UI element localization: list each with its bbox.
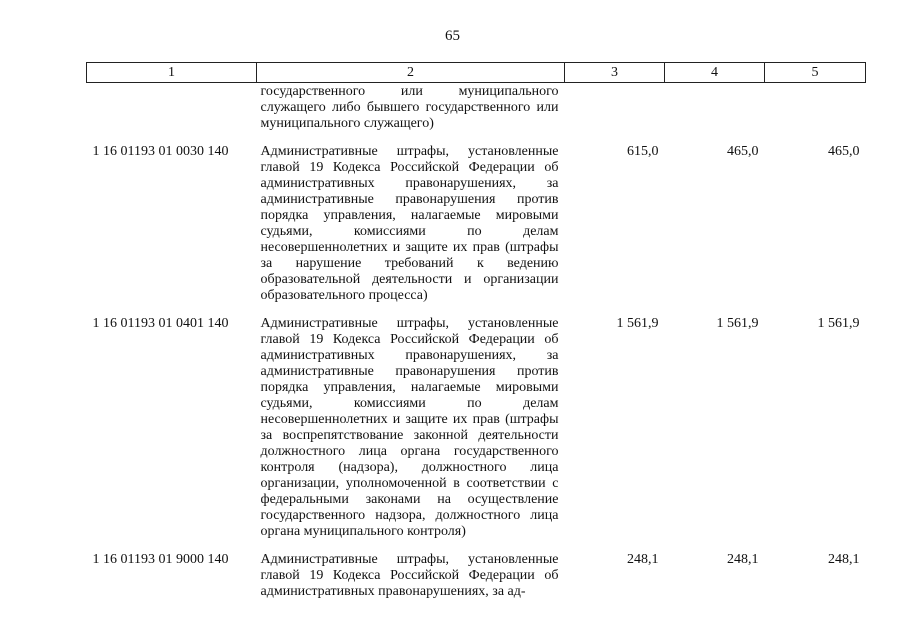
column-header-1: 1 bbox=[87, 63, 257, 83]
column-header-2: 2 bbox=[257, 63, 565, 83]
row-value-col5: 1 561,9 bbox=[817, 316, 860, 331]
row-value-col5: 465,0 bbox=[828, 144, 860, 159]
row-value-col4: 465,0 bbox=[727, 144, 759, 159]
column-header-3: 3 bbox=[565, 63, 665, 83]
continuation-col5 bbox=[765, 83, 866, 145]
continuation-code-cell bbox=[87, 83, 257, 145]
row-description: Административные штрафы, установленные главой 19 Кодекса Российской Федерации об административных правонарушениях, за ад- bbox=[260, 552, 559, 599]
table-row bbox=[87, 552, 866, 612]
table-row-continuation bbox=[87, 83, 866, 145]
page-number: 65 bbox=[445, 28, 460, 44]
row-value-col5: 248,1 bbox=[828, 552, 860, 567]
row-description: Административные штрафы, установленные главой 19 Кодекса Российской Федерации об административных правонарушениях, за административные правонарушения против порядка управления, налагаемые мировыми судьями, комиссиями по делам несовершеннолетних и защите их прав (штрафы за воспрепятствование законной деятельности должностного лица органа государственного контроля (надзора), должностного лица организации, уполномоченной в соответствии с федеральными законами на осуществление государственного надзора, должностного лица органа муниципального контроля) bbox=[260, 316, 559, 539]
continuation-col3 bbox=[565, 83, 665, 145]
row-value-col3: 248,1 bbox=[627, 552, 659, 567]
row-value-col3: 1 561,9 bbox=[616, 316, 659, 331]
row-value-col4: 1 561,9 bbox=[716, 316, 759, 331]
table-row bbox=[87, 144, 866, 316]
continuation-col4 bbox=[665, 83, 765, 145]
column-header-4: 4 bbox=[665, 63, 765, 83]
budget-table bbox=[86, 62, 866, 612]
continuation-description: государственного или муниципального служащего либо бывшего государственного или муниципального служащего) bbox=[260, 84, 559, 131]
row-description: Административные штрафы, установленные главой 19 Кодекса Российской Федерации об административных правонарушениях, за административные правонарушения против порядка управления, налагаемые мировыми судьями, комиссиями по делам несовершеннолетних и защите их прав (штрафы за нарушение требований к ведению образовательной деятельности и организации образовательного процесса) bbox=[260, 144, 559, 303]
table-body bbox=[87, 83, 866, 613]
budget-table-container bbox=[86, 62, 865, 612]
table-header-row bbox=[87, 63, 866, 83]
row-code: 1 16 01193 01 9000 140 bbox=[92, 552, 229, 567]
row-value-col3: 615,0 bbox=[627, 144, 659, 159]
row-code: 1 16 01193 01 0030 140 bbox=[92, 144, 229, 159]
column-header-5: 5 bbox=[765, 63, 866, 83]
row-value-col4: 248,1 bbox=[727, 552, 759, 567]
table-row bbox=[87, 316, 866, 552]
table-header bbox=[87, 63, 866, 83]
row-code: 1 16 01193 01 0401 140 bbox=[92, 316, 229, 331]
